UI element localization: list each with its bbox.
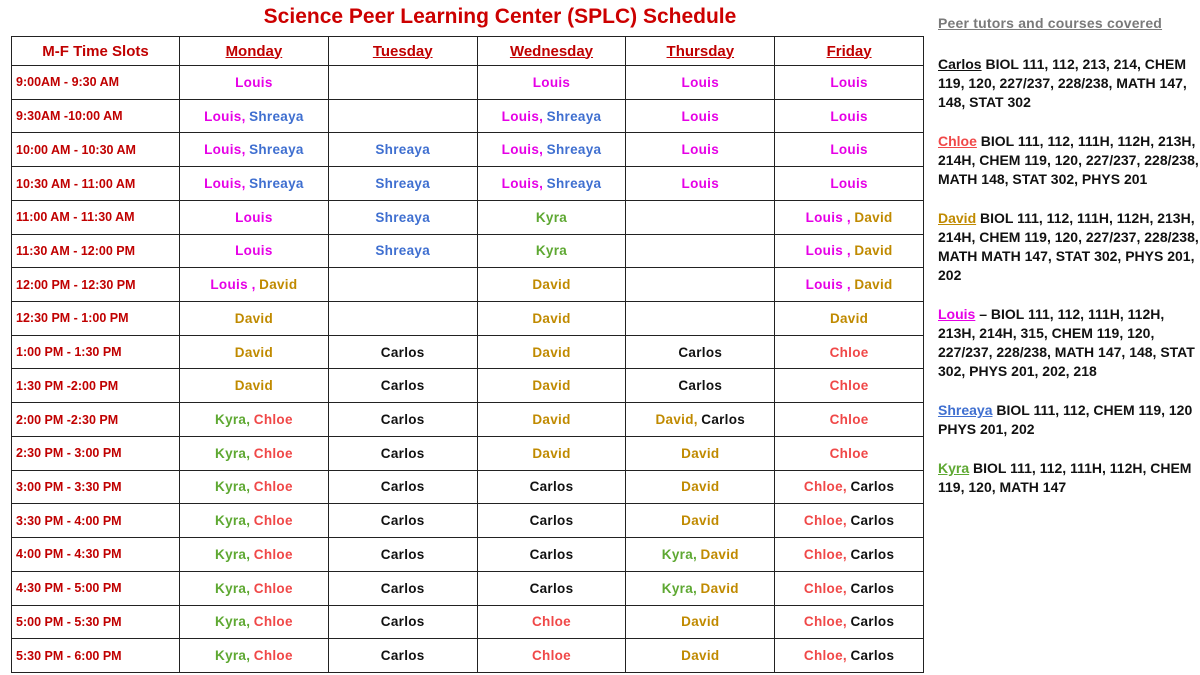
schedule-cell — [626, 99, 775, 133]
tutor-name-tag: Louis — [830, 176, 868, 192]
schedule-cell — [180, 200, 329, 234]
name-separator: , — [539, 142, 547, 158]
schedule-cell — [626, 571, 775, 605]
tutor-name-tag: David — [681, 445, 720, 461]
name-separator: , — [842, 546, 851, 562]
schedule-cell — [626, 133, 775, 167]
tutor-entry — [938, 209, 1200, 285]
schedule-cell — [626, 436, 775, 470]
tutor-name-tag: Louis — [210, 277, 248, 293]
tutor-courses: BIOL 111, 112, 111H, 112H, CHEM 119, 120, MATH 147 — [938, 460, 1192, 495]
tutor-name-tag: Carlos — [701, 412, 746, 428]
tutor-name-tag: Chloe — [253, 614, 293, 630]
name-separator: , — [241, 176, 250, 192]
tutor-name-tag: David — [259, 277, 298, 293]
tutor-name-tag: David — [681, 614, 720, 630]
schedule-cell — [775, 200, 924, 234]
tutor-entry-name: Carlos — [938, 56, 982, 72]
tutor-entry-name: Chloe — [938, 133, 977, 149]
time-slot: 5:30 PM - 6:00 PM — [12, 639, 180, 673]
tutor-name-tag: Chloe — [829, 412, 869, 428]
day-header-thursday: Thursday — [626, 37, 775, 66]
schedule-cell — [775, 268, 924, 302]
schedule-cell — [180, 167, 329, 201]
schedule-row — [12, 167, 924, 201]
tutor-name-tag: Louis — [805, 243, 844, 259]
name-separator: , — [842, 648, 851, 664]
schedule-cell — [477, 605, 626, 639]
schedule-row — [12, 605, 924, 639]
schedule-cell — [328, 639, 477, 673]
tutor-name-tag: Carlos — [380, 445, 425, 461]
page-title: Science Peer Learning Center (SPLC) Schedule — [263, 5, 737, 28]
schedule-cell — [328, 436, 477, 470]
tutor-name-tag: Carlos — [380, 479, 425, 495]
schedule-cell — [477, 538, 626, 572]
tutor-name-tag: Shreaya — [375, 243, 431, 259]
tutor-name-tag: Louis — [204, 176, 242, 192]
schedule-row — [12, 302, 924, 336]
schedule-row — [12, 133, 924, 167]
tutor-entry — [938, 305, 1200, 381]
day-header-tuesday: Tuesday — [328, 37, 477, 66]
schedule-cell — [477, 571, 626, 605]
tutor-name-tag: Louis — [681, 108, 720, 124]
schedule-cell — [180, 133, 329, 167]
schedule-cell — [477, 200, 626, 234]
tutor-name-tag: Louis — [830, 108, 868, 124]
tutor-name-tag: Shreaya — [249, 142, 304, 158]
schedule-cell — [328, 133, 477, 167]
schedule-cell — [328, 605, 477, 639]
schedule-cell — [180, 369, 329, 403]
schedule-row — [12, 369, 924, 403]
schedule-cell — [477, 268, 626, 302]
tutor-name-tag: David — [532, 310, 571, 326]
tutor-name-tag: Carlos — [529, 513, 574, 529]
schedule-cell — [775, 335, 924, 369]
tutor-name-tag: Shreaya — [375, 209, 431, 225]
schedule-cell — [626, 639, 775, 673]
time-slots-header: M-F Time Slots — [12, 37, 180, 66]
tutor-name-tag: Shreaya — [546, 176, 602, 192]
tutor-name-tag: Carlos — [529, 479, 574, 495]
tutor-name-tag: David — [234, 310, 274, 326]
schedule-cell — [775, 99, 924, 133]
name-separator: , — [246, 412, 254, 428]
name-separator: , — [246, 445, 254, 461]
tutor-name-tag: Chloe — [829, 344, 869, 360]
name-separator: , — [842, 513, 851, 529]
tutor-name-tag: Louis — [235, 243, 273, 259]
schedule-row — [12, 436, 924, 470]
tutor-name-tag: Carlos — [850, 513, 895, 529]
tutor-name-tag: Chloe — [803, 546, 843, 562]
time-slot: 9:00AM - 9:30 AM — [12, 66, 180, 100]
schedule-cell — [328, 234, 477, 268]
time-slot: 2:30 PM - 3:00 PM — [12, 436, 180, 470]
tutor-name-tag: David — [681, 479, 720, 495]
tutor-name-tag: Carlos — [850, 580, 895, 596]
tutor-name-tag: Carlos — [380, 378, 425, 394]
tutor-name-tag: Louis — [501, 108, 540, 124]
schedule-cell — [180, 268, 329, 302]
tutor-name-tag: David — [532, 412, 571, 428]
tutor-name-tag: Kyra — [215, 648, 247, 664]
time-slot: 12:30 PM - 1:00 PM — [12, 302, 180, 336]
tutor-name-tag: Kyra — [215, 546, 247, 562]
tutor-name-tag: Shreaya — [249, 176, 304, 192]
schedule-cell — [328, 268, 477, 302]
tutor-name-tag: Shreaya — [249, 108, 304, 124]
tutor-name-tag: David — [532, 445, 571, 461]
schedule-cell — [180, 436, 329, 470]
tutor-name-tag: Chloe — [803, 513, 843, 529]
schedule-cell — [626, 268, 775, 302]
tutor-name-tag: Louis — [805, 209, 844, 225]
schedule-cell — [477, 302, 626, 336]
name-separator: , — [539, 176, 547, 192]
tutor-name-tag: Kyra — [215, 445, 247, 461]
tutor-name-tag: Kyra — [661, 580, 694, 596]
tutor-name-tag: Louis — [204, 142, 242, 158]
tutor-name-tag: Kyra — [535, 209, 568, 225]
tutor-name-tag: Carlos — [380, 546, 425, 562]
schedule-row — [12, 571, 924, 605]
schedule-cell — [626, 538, 775, 572]
tutor-list — [938, 55, 1200, 497]
schedule-cell — [328, 504, 477, 538]
schedule-cell — [626, 470, 775, 504]
tutor-name-tag: Carlos — [529, 546, 574, 562]
schedule-cell — [477, 99, 626, 133]
schedule-cell — [477, 167, 626, 201]
name-separator: , — [843, 243, 855, 259]
tutor-name-tag: Carlos — [529, 580, 574, 596]
schedule-row — [12, 504, 924, 538]
schedule-cell — [477, 369, 626, 403]
name-separator: , — [247, 277, 260, 293]
time-slot: 3:00 PM - 3:30 PM — [12, 470, 180, 504]
tutors-panel — [938, 14, 1200, 517]
tutor-name-tag: Louis — [830, 142, 868, 158]
schedule-cell — [775, 369, 924, 403]
schedule-cell — [626, 302, 775, 336]
name-separator: , — [246, 513, 254, 529]
tutor-name-tag: Kyra — [215, 479, 247, 495]
schedule-cell — [775, 302, 924, 336]
tutor-courses: BIOL 111, 112, 111H, 112H, 213H, 214H, CHEM 119, 120, 227/237, 228/238, MATH 148, STAT 302, PHYS 201 — [938, 133, 1199, 187]
tutor-name-tag: Shreaya — [375, 142, 431, 158]
tutor-name-tag: Carlos — [380, 614, 425, 630]
schedule-cell — [180, 538, 329, 572]
schedule-cell — [626, 335, 775, 369]
schedule-cell — [180, 504, 329, 538]
tutor-name-tag: Kyra — [215, 412, 247, 428]
schedule-cell — [328, 369, 477, 403]
tutor-name-tag: Louis — [681, 74, 720, 90]
tutor-name-tag: Kyra — [535, 243, 568, 259]
tutor-entry — [938, 401, 1200, 439]
tutor-name-tag: David — [532, 378, 571, 394]
schedule-cell — [180, 403, 329, 437]
name-separator: , — [246, 479, 254, 495]
tutors-heading: Peer tutors and courses covered — [938, 15, 1163, 31]
tutor-name-tag: Chloe — [253, 412, 293, 428]
tutor-name-tag: Carlos — [380, 344, 425, 360]
name-separator: , — [693, 580, 701, 596]
schedule-cell — [477, 133, 626, 167]
tutor-entry — [938, 132, 1200, 189]
schedule-cell — [328, 99, 477, 133]
schedule-cell — [477, 335, 626, 369]
tutor-name-tag: David — [854, 209, 893, 225]
schedule-cell — [180, 335, 329, 369]
tutor-name-tag: Chloe — [253, 546, 293, 562]
schedule-cell — [626, 66, 775, 100]
tutor-name-tag: David — [700, 580, 739, 596]
time-slot: 1:00 PM - 1:30 PM — [12, 335, 180, 369]
tutor-entry — [938, 55, 1200, 112]
tutor-name-tag: David — [655, 412, 694, 428]
schedule-cell — [626, 504, 775, 538]
tutor-name-tag: Carlos — [850, 479, 895, 495]
schedule-cell — [180, 470, 329, 504]
tutor-name-tag: Chloe — [829, 378, 869, 394]
tutor-name-tag: Carlos — [678, 378, 723, 394]
schedule-cell — [775, 470, 924, 504]
tutor-name-tag: Louis — [681, 142, 720, 158]
tutor-name-tag: David — [700, 546, 739, 562]
tutor-name-tag: Louis — [501, 176, 540, 192]
tutor-name-tag: David — [854, 243, 893, 259]
schedule-cell — [626, 403, 775, 437]
tutor-name-tag: Louis — [235, 209, 273, 225]
schedule-row — [12, 335, 924, 369]
tutor-name-tag: Louis — [204, 108, 242, 124]
day-header-friday: Friday — [775, 37, 924, 66]
schedule-cell — [328, 66, 477, 100]
tutor-name-tag: Louis — [532, 74, 571, 90]
tutor-name-tag: Chloe — [803, 580, 843, 596]
schedule-row — [12, 403, 924, 437]
schedule-cell — [775, 234, 924, 268]
tutor-courses: BIOL 111, 112, CHEM 119, 120 PHYS 201, 202 — [938, 402, 1193, 437]
tutor-name-tag: David — [681, 648, 720, 664]
tutor-name-tag: Chloe — [253, 580, 293, 596]
time-slot: 2:00 PM -2:30 PM — [12, 403, 180, 437]
tutor-name-tag: David — [829, 310, 869, 326]
tutor-courses: BIOL 111, 112, 213, 214, CHEM 119, 120, 227/237, 228/238, MATH 147, 148, STAT 302 — [938, 56, 1187, 110]
time-slot: 12:00 PM - 12:30 PM — [12, 268, 180, 302]
schedule-cell — [775, 538, 924, 572]
schedule-cell — [775, 504, 924, 538]
header-row — [12, 37, 924, 66]
schedule-cell — [775, 133, 924, 167]
name-separator: , — [843, 277, 855, 293]
schedule-cell — [477, 234, 626, 268]
schedule-cell — [328, 470, 477, 504]
schedule-cell — [180, 234, 329, 268]
time-slot: 5:00 PM - 5:30 PM — [12, 605, 180, 639]
day-header-monday: Monday — [180, 37, 329, 66]
tutor-name-tag: David — [532, 344, 571, 360]
name-separator: , — [693, 546, 701, 562]
tutor-name-tag: Chloe — [803, 614, 843, 630]
schedule-cell — [775, 167, 924, 201]
tutor-name-tag: Chloe — [803, 479, 843, 495]
schedule-row — [12, 639, 924, 673]
tutor-entry-name: Louis — [938, 306, 976, 322]
schedule-cell — [180, 66, 329, 100]
schedule-cell — [775, 66, 924, 100]
tutor-name-tag: Carlos — [380, 580, 425, 596]
tutor-name-tag: Louis — [830, 74, 868, 90]
tutor-name-tag: David — [234, 378, 274, 394]
tutor-name-tag: Chloe — [253, 479, 293, 495]
tutor-name-tag: David — [234, 344, 274, 360]
name-separator: , — [246, 614, 254, 630]
tutor-name-tag: Carlos — [380, 513, 425, 529]
name-separator: , — [842, 580, 851, 596]
name-separator: , — [693, 412, 702, 428]
name-separator: , — [539, 108, 547, 124]
time-slot: 10:00 AM - 10:30 AM — [12, 133, 180, 167]
tutor-entry — [938, 459, 1200, 497]
name-separator: , — [842, 614, 851, 630]
schedule-cell — [626, 167, 775, 201]
schedule-cell — [775, 639, 924, 673]
tutor-name-tag: Carlos — [380, 412, 425, 428]
tutor-name-tag: Chloe — [803, 648, 843, 664]
tutor-entry-name: Kyra — [938, 460, 970, 476]
tutor-name-tag: Kyra — [215, 614, 247, 630]
time-slot: 1:30 PM -2:00 PM — [12, 369, 180, 403]
schedule-cell — [477, 470, 626, 504]
schedule-cell — [477, 639, 626, 673]
schedule-cell — [180, 639, 329, 673]
schedule-cell — [328, 571, 477, 605]
schedule-cell — [180, 605, 329, 639]
time-slot: 10:30 AM - 11:00 AM — [12, 167, 180, 201]
time-slot: 9:30AM -10:00 AM — [12, 99, 180, 133]
schedule-row — [12, 268, 924, 302]
schedule-cell — [477, 436, 626, 470]
tutor-name-tag: Carlos — [850, 614, 895, 630]
tutor-name-tag: Carlos — [380, 648, 425, 664]
schedule-body — [12, 66, 924, 673]
schedule-cell — [626, 369, 775, 403]
schedule-cell — [328, 200, 477, 234]
schedule-cell — [477, 504, 626, 538]
day-header-wednesday: Wednesday — [477, 37, 626, 66]
tutor-name-tag: Chloe — [253, 445, 293, 461]
time-slot: 3:30 PM - 4:00 PM — [12, 504, 180, 538]
tutor-name-tag: Carlos — [850, 546, 895, 562]
schedule-cell — [626, 200, 775, 234]
schedule-cell — [328, 403, 477, 437]
schedule-row — [12, 470, 924, 504]
schedule-row — [12, 99, 924, 133]
tutor-entry-name: David — [938, 210, 977, 226]
tutor-courses: – BIOL 111, 112, 111H, 112H, 213H, 214H, 315, CHEM 119, 120, 227/237, 228/238, MATH 147, 148, STAT 302, PHYS 201, 202, 218 — [938, 306, 1195, 379]
time-slot: 4:30 PM - 5:00 PM — [12, 571, 180, 605]
tutor-entry-name: Shreaya — [938, 402, 993, 418]
time-slot: 4:00 PM - 4:30 PM — [12, 538, 180, 572]
tutor-courses: BIOL 111, 112, 111H, 112H, 213H, 214H, CHEM 119, 120, 227/237, 228/238, MATH MATH 147, STAT 302, PHYS 201, 202 — [938, 210, 1199, 283]
name-separator: , — [246, 580, 254, 596]
name-separator: , — [842, 479, 851, 495]
name-separator: , — [241, 108, 250, 124]
tutor-name-tag: Shreaya — [546, 108, 602, 124]
tutor-name-tag: Louis — [681, 176, 720, 192]
schedule-cell — [626, 605, 775, 639]
tutor-name-tag: Kyra — [215, 513, 247, 529]
schedule-cell — [477, 403, 626, 437]
tutor-name-tag: Chloe — [531, 614, 571, 630]
tutor-name-tag: Louis — [235, 74, 273, 90]
schedule-row — [12, 538, 924, 572]
tutor-name-tag: Kyra — [661, 546, 694, 562]
schedule-cell — [775, 436, 924, 470]
name-separator: , — [241, 142, 250, 158]
schedule-cell — [775, 605, 924, 639]
schedule-cell — [775, 571, 924, 605]
schedule-row — [12, 234, 924, 268]
tutor-name-tag: Chloe — [253, 513, 293, 529]
tutor-name-tag: David — [681, 513, 720, 529]
tutor-name-tag: Shreaya — [546, 142, 602, 158]
tutor-name-tag: Chloe — [531, 648, 571, 664]
tutor-name-tag: Louis — [805, 277, 844, 293]
tutor-name-tag: Carlos — [850, 648, 895, 664]
tutor-name-tag: Chloe — [829, 445, 869, 461]
name-separator: , — [246, 648, 254, 664]
tutor-name-tag: Carlos — [678, 344, 723, 360]
schedule-table — [11, 36, 924, 673]
schedule-row — [12, 200, 924, 234]
name-separator: , — [843, 209, 855, 225]
schedule-cell — [477, 66, 626, 100]
schedule-cell — [328, 335, 477, 369]
schedule-cell — [328, 167, 477, 201]
schedule-cell — [775, 403, 924, 437]
tutor-name-tag: Kyra — [215, 580, 247, 596]
schedule-cell — [180, 571, 329, 605]
time-slot: 11:30 AM - 12:00 PM — [12, 234, 180, 268]
schedule-cell — [328, 538, 477, 572]
schedule-cell — [626, 234, 775, 268]
time-slot: 11:00 AM - 11:30 AM — [12, 200, 180, 234]
tutor-name-tag: David — [854, 277, 893, 293]
schedule-cell — [180, 302, 329, 336]
tutor-name-tag: Louis — [501, 142, 540, 158]
schedule-cell — [328, 302, 477, 336]
name-separator: , — [246, 546, 254, 562]
tutor-name-tag: David — [532, 277, 571, 293]
schedule-cell — [180, 99, 329, 133]
schedule-row — [12, 66, 924, 100]
tutor-name-tag: Shreaya — [375, 176, 431, 192]
tutor-name-tag: Chloe — [253, 648, 293, 664]
